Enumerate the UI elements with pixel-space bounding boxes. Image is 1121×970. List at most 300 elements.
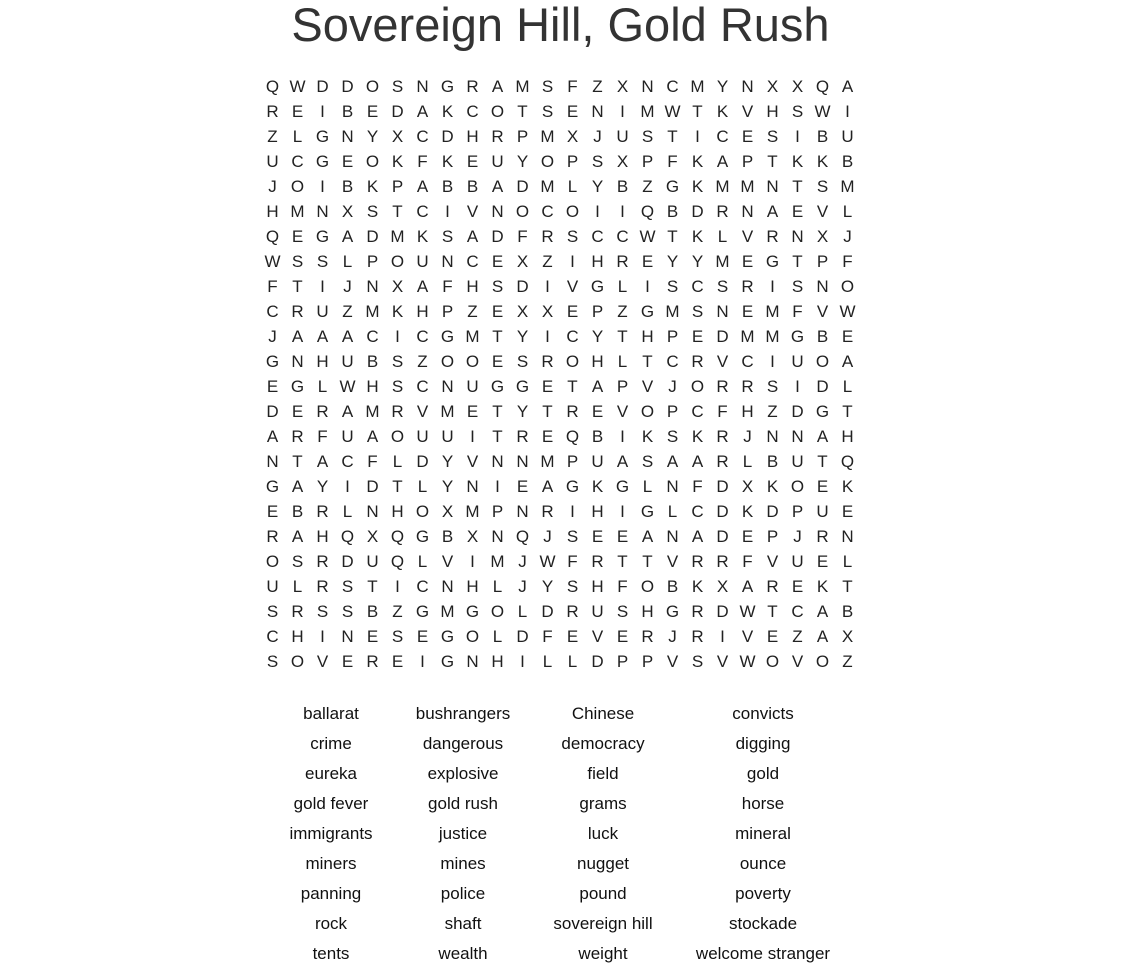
grid-letter[interactable]: G — [440, 77, 455, 96]
grid-letter[interactable]: Q — [815, 77, 830, 96]
grid-letter[interactable]: B — [816, 127, 829, 146]
grid-letter[interactable]: G — [565, 477, 580, 496]
grid-letter[interactable]: I — [495, 477, 500, 496]
grid-letter[interactable]: V — [816, 302, 829, 321]
grid-letter[interactable]: R — [541, 502, 554, 521]
grid-letter[interactable]: T — [617, 552, 628, 571]
grid-letter[interactable]: H — [416, 302, 429, 321]
grid-letter[interactable]: Z — [392, 602, 403, 621]
grid-letter[interactable]: P — [666, 327, 679, 346]
grid-letter[interactable]: N — [441, 577, 454, 596]
grid-letter[interactable]: N — [266, 452, 279, 471]
grid-letter[interactable]: D — [516, 277, 529, 296]
grid-letter[interactable]: T — [392, 477, 403, 496]
grid-letter[interactable]: J — [793, 527, 802, 546]
grid-letter[interactable]: R — [741, 377, 754, 396]
grid-letter[interactable]: E — [591, 402, 604, 421]
grid-letter[interactable]: X — [716, 577, 729, 596]
grid-letter[interactable]: T — [492, 327, 503, 346]
grid-letter[interactable]: R — [691, 352, 704, 371]
grid-letter[interactable]: W — [839, 302, 856, 321]
grid-letter[interactable]: E — [291, 227, 304, 246]
grid-letter[interactable]: E — [541, 377, 554, 396]
grid-letter[interactable]: T — [642, 552, 653, 571]
grid-letter[interactable]: H — [641, 602, 654, 621]
grid-letter[interactable]: E — [841, 502, 854, 521]
grid-letter[interactable]: Z — [467, 302, 478, 321]
grid-letter[interactable]: D — [266, 402, 279, 421]
grid-letter[interactable]: P — [666, 402, 679, 421]
grid-letter[interactable]: R — [766, 577, 779, 596]
grid-letter[interactable]: W — [739, 652, 756, 671]
grid-letter[interactable]: A — [316, 327, 329, 346]
grid-letter[interactable]: R — [316, 552, 329, 571]
grid-letter[interactable]: X — [341, 202, 354, 221]
grid-letter[interactable]: N — [791, 427, 804, 446]
grid-letter[interactable]: Y — [441, 452, 454, 471]
grid-letter[interactable]: N — [816, 277, 829, 296]
grid-letter[interactable]: F — [717, 402, 728, 421]
grid-letter[interactable]: E — [841, 327, 854, 346]
grid-letter[interactable]: K — [591, 477, 604, 496]
grid-letter[interactable]: G — [815, 402, 830, 421]
grid-letter[interactable]: O — [815, 352, 830, 371]
grid-letter[interactable]: G — [640, 302, 655, 321]
grid-letter[interactable]: R — [716, 202, 729, 221]
grid-letter[interactable]: N — [441, 377, 454, 396]
grid-letter[interactable]: Y — [441, 477, 454, 496]
grid-letter[interactable]: N — [491, 202, 504, 221]
grid-letter[interactable]: K — [391, 152, 404, 171]
grid-letter[interactable]: H — [366, 377, 379, 396]
grid-letter[interactable]: F — [367, 452, 378, 471]
grid-letter[interactable]: B — [766, 452, 779, 471]
grid-letter[interactable]: L — [292, 127, 303, 146]
grid-letter[interactable]: X — [616, 77, 629, 96]
grid-letter[interactable]: C — [416, 377, 429, 396]
grid-letter[interactable]: O — [815, 652, 830, 671]
grid-letter[interactable]: T — [792, 177, 803, 196]
grid-letter[interactable]: R — [291, 602, 304, 621]
grid-letter[interactable]: X — [466, 527, 479, 546]
grid-letter[interactable]: W — [814, 102, 831, 121]
grid-letter[interactable]: N — [766, 427, 779, 446]
grid-letter[interactable]: O — [840, 277, 855, 296]
grid-letter[interactable]: L — [292, 577, 303, 596]
grid-letter[interactable]: C — [416, 202, 429, 221]
grid-letter[interactable]: L — [842, 377, 853, 396]
grid-letter[interactable]: S — [691, 652, 704, 671]
grid-letter[interactable]: K — [816, 577, 829, 596]
grid-letter[interactable]: Y — [366, 127, 379, 146]
grid-letter[interactable]: X — [516, 252, 529, 271]
grid-letter[interactable]: V — [816, 202, 829, 221]
grid-letter[interactable]: A — [666, 452, 679, 471]
grid-letter[interactable]: K — [691, 177, 704, 196]
grid-letter[interactable]: H — [766, 102, 779, 121]
grid-letter[interactable]: N — [841, 527, 854, 546]
grid-letter[interactable]: R — [366, 652, 379, 671]
grid-letter[interactable]: H — [591, 502, 604, 521]
grid-letter[interactable]: C — [416, 577, 429, 596]
grid-letter[interactable]: S — [341, 602, 354, 621]
grid-letter[interactable]: O — [365, 152, 380, 171]
grid-letter[interactable]: I — [320, 177, 325, 196]
grid-letter[interactable]: R — [316, 577, 329, 596]
grid-letter[interactable]: T — [667, 127, 678, 146]
grid-letter[interactable]: L — [642, 477, 653, 496]
grid-letter[interactable]: W — [539, 552, 556, 571]
grid-letter[interactable]: R — [391, 402, 404, 421]
grid-letter[interactable]: A — [366, 427, 379, 446]
grid-letter[interactable]: N — [366, 277, 379, 296]
grid-letter[interactable]: I — [570, 502, 575, 521]
grid-letter[interactable]: I — [445, 202, 450, 221]
grid-letter[interactable]: S — [616, 602, 629, 621]
grid-letter[interactable]: V — [791, 652, 804, 671]
grid-letter[interactable]: P — [766, 527, 779, 546]
grid-letter[interactable]: M — [840, 177, 855, 196]
grid-letter[interactable]: S — [691, 302, 704, 321]
grid-letter[interactable]: J — [543, 527, 552, 546]
grid-letter[interactable]: I — [545, 327, 550, 346]
grid-letter[interactable]: X — [366, 527, 379, 546]
grid-letter[interactable]: X — [791, 77, 804, 96]
grid-letter[interactable]: N — [441, 252, 454, 271]
grid-letter[interactable]: F — [792, 302, 803, 321]
grid-letter[interactable]: E — [616, 627, 629, 646]
grid-letter[interactable]: N — [466, 477, 479, 496]
grid-letter[interactable]: G — [590, 277, 605, 296]
grid-letter[interactable]: R — [591, 552, 604, 571]
grid-letter[interactable]: G — [415, 602, 430, 621]
grid-letter[interactable]: O — [415, 502, 430, 521]
grid-letter[interactable]: A — [291, 327, 304, 346]
grid-letter[interactable]: V — [741, 102, 754, 121]
grid-letter[interactable]: J — [343, 277, 352, 296]
grid-letter[interactable]: X — [741, 477, 754, 496]
grid-letter[interactable]: V — [466, 452, 479, 471]
grid-letter[interactable]: Z — [617, 302, 628, 321]
grid-letter[interactable]: H — [466, 277, 479, 296]
grid-letter[interactable]: T — [567, 377, 578, 396]
grid-letter[interactable]: O — [540, 152, 555, 171]
grid-letter[interactable]: K — [391, 302, 404, 321]
grid-letter[interactable]: G — [315, 127, 330, 146]
grid-letter[interactable]: S — [816, 177, 829, 196]
grid-letter[interactable]: R — [566, 602, 579, 621]
grid-letter[interactable]: C — [566, 327, 579, 346]
grid-letter[interactable]: H — [466, 577, 479, 596]
grid-letter[interactable]: R — [266, 102, 279, 121]
grid-letter[interactable]: O — [390, 427, 405, 446]
grid-letter[interactable]: E — [416, 627, 429, 646]
grid-letter[interactable]: Q — [840, 452, 855, 471]
grid-letter[interactable]: D — [366, 477, 379, 496]
grid-letter[interactable]: U — [341, 427, 354, 446]
grid-letter[interactable]: R — [716, 427, 729, 446]
grid-letter[interactable]: Z — [592, 77, 603, 96]
grid-letter[interactable]: D — [316, 77, 329, 96]
grid-letter[interactable]: K — [841, 477, 854, 496]
grid-letter[interactable]: E — [291, 402, 304, 421]
grid-letter[interactable]: S — [341, 577, 354, 596]
grid-letter[interactable]: Y — [316, 477, 329, 496]
grid-letter[interactable]: A — [316, 452, 329, 471]
grid-letter[interactable]: C — [591, 227, 604, 246]
grid-letter[interactable]: D — [541, 602, 554, 621]
grid-letter[interactable]: S — [666, 427, 679, 446]
grid-letter[interactable]: X — [566, 127, 579, 146]
grid-letter[interactable]: I — [320, 102, 325, 121]
grid-letter[interactable]: U — [591, 452, 604, 471]
grid-letter[interactable]: T — [617, 327, 628, 346]
grid-letter[interactable]: E — [491, 352, 504, 371]
grid-letter[interactable]: T — [767, 602, 778, 621]
grid-letter[interactable]: N — [516, 502, 529, 521]
grid-letter[interactable]: S — [266, 652, 279, 671]
grid-letter[interactable]: G — [465, 602, 480, 621]
grid-letter[interactable]: M — [540, 127, 555, 146]
grid-letter[interactable]: P — [441, 302, 454, 321]
grid-letter[interactable]: Z — [792, 627, 803, 646]
grid-letter[interactable]: Q — [390, 552, 405, 571]
grid-letter[interactable]: G — [665, 177, 680, 196]
grid-letter[interactable]: S — [566, 527, 579, 546]
grid-letter[interactable]: E — [816, 552, 829, 571]
grid-letter[interactable]: V — [766, 552, 779, 571]
grid-letter[interactable]: N — [716, 302, 729, 321]
grid-letter[interactable]: R — [616, 252, 629, 271]
grid-letter[interactable]: S — [391, 377, 404, 396]
grid-letter[interactable]: O — [515, 202, 530, 221]
grid-letter[interactable]: G — [440, 652, 455, 671]
grid-letter[interactable]: E — [616, 527, 629, 546]
grid-letter[interactable]: H — [291, 627, 304, 646]
grid-letter[interactable]: J — [843, 227, 852, 246]
grid-letter[interactable]: S — [541, 77, 554, 96]
grid-letter[interactable]: I — [545, 277, 550, 296]
grid-letter[interactable]: I — [470, 552, 475, 571]
grid-letter[interactable]: K — [716, 102, 729, 121]
grid-letter[interactable]: Z — [642, 177, 653, 196]
grid-letter[interactable]: I — [320, 277, 325, 296]
grid-letter[interactable]: E — [566, 102, 579, 121]
grid-letter[interactable]: O — [490, 602, 505, 621]
grid-letter[interactable]: V — [741, 227, 754, 246]
grid-letter[interactable]: S — [766, 377, 779, 396]
grid-letter[interactable]: E — [491, 252, 504, 271]
grid-letter[interactable]: L — [342, 252, 353, 271]
grid-letter[interactable]: T — [492, 427, 503, 446]
grid-letter[interactable]: D — [416, 452, 429, 471]
grid-letter[interactable]: I — [595, 202, 600, 221]
grid-letter[interactable]: I — [795, 127, 800, 146]
grid-letter[interactable]: A — [816, 427, 829, 446]
grid-letter[interactable]: H — [391, 502, 404, 521]
grid-letter[interactable]: D — [491, 227, 504, 246]
grid-letter[interactable]: B — [441, 177, 454, 196]
grid-letter[interactable]: B — [291, 502, 304, 521]
grid-letter[interactable]: Y — [716, 77, 729, 96]
grid-letter[interactable]: X — [616, 152, 629, 171]
grid-letter[interactable]: T — [792, 252, 803, 271]
grid-letter[interactable]: M — [540, 177, 555, 196]
grid-letter[interactable]: D — [716, 327, 729, 346]
grid-letter[interactable]: O — [640, 402, 655, 421]
grid-letter[interactable]: F — [567, 552, 578, 571]
grid-letter[interactable]: C — [741, 352, 754, 371]
grid-letter[interactable]: N — [466, 652, 479, 671]
grid-letter[interactable]: D — [816, 377, 829, 396]
grid-letter[interactable]: E — [491, 302, 504, 321]
grid-letter[interactable]: G — [265, 477, 280, 496]
grid-letter[interactable]: O — [465, 352, 480, 371]
grid-letter[interactable]: C — [341, 452, 354, 471]
grid-letter[interactable]: X — [441, 502, 454, 521]
grid-letter[interactable]: X — [391, 127, 404, 146]
grid-letter[interactable]: V — [716, 652, 729, 671]
grid-letter[interactable]: D — [591, 652, 604, 671]
grid-letter[interactable]: M — [465, 327, 480, 346]
grid-letter[interactable]: L — [542, 652, 553, 671]
grid-letter[interactable]: L — [567, 177, 578, 196]
grid-letter[interactable]: A — [491, 77, 504, 96]
grid-letter[interactable]: N — [641, 77, 654, 96]
grid-letter[interactable]: O — [365, 77, 380, 96]
grid-letter[interactable]: P — [391, 177, 404, 196]
grid-letter[interactable]: G — [515, 377, 530, 396]
grid-letter[interactable]: K — [441, 152, 454, 171]
grid-letter[interactable]: Q — [265, 77, 280, 96]
grid-letter[interactable]: A — [691, 452, 704, 471]
grid-letter[interactable]: I — [345, 477, 350, 496]
grid-letter[interactable]: B — [366, 602, 379, 621]
grid-letter[interactable]: Z — [842, 652, 853, 671]
grid-letter[interactable]: A — [691, 527, 704, 546]
grid-letter[interactable]: T — [842, 577, 853, 596]
grid-letter[interactable]: V — [466, 202, 479, 221]
grid-letter[interactable]: Q — [265, 227, 280, 246]
grid-letter[interactable]: O — [765, 652, 780, 671]
grid-letter[interactable]: E — [541, 427, 554, 446]
grid-letter[interactable]: K — [766, 477, 779, 496]
grid-letter[interactable]: G — [790, 327, 805, 346]
grid-letter[interactable]: A — [641, 527, 654, 546]
grid-letter[interactable]: A — [341, 402, 354, 421]
grid-letter[interactable]: J — [268, 177, 277, 196]
grid-letter[interactable]: K — [441, 102, 454, 121]
grid-letter[interactable]: U — [341, 352, 354, 371]
grid-letter[interactable]: N — [491, 527, 504, 546]
grid-letter[interactable]: E — [741, 127, 754, 146]
grid-letter[interactable]: S — [791, 277, 804, 296]
grid-letter[interactable]: A — [841, 77, 854, 96]
grid-letter[interactable]: M — [365, 402, 380, 421]
grid-letter[interactable]: M — [740, 177, 755, 196]
grid-letter[interactable]: O — [640, 577, 655, 596]
grid-letter[interactable]: D — [516, 177, 529, 196]
grid-letter[interactable]: V — [741, 627, 754, 646]
grid-letter[interactable]: N — [491, 452, 504, 471]
grid-letter[interactable]: E — [741, 302, 754, 321]
grid-letter[interactable]: P — [366, 252, 379, 271]
grid-letter[interactable]: K — [366, 177, 379, 196]
grid-letter[interactable]: I — [470, 427, 475, 446]
grid-letter[interactable]: C — [616, 227, 629, 246]
grid-letter[interactable]: D — [341, 552, 354, 571]
grid-letter[interactable]: B — [666, 577, 679, 596]
grid-letter[interactable]: Q — [340, 527, 355, 546]
grid-letter[interactable]: A — [416, 102, 429, 121]
grid-letter[interactable]: K — [691, 427, 704, 446]
grid-letter[interactable]: S — [391, 77, 404, 96]
grid-letter[interactable]: T — [392, 202, 403, 221]
grid-letter[interactable]: H — [591, 577, 604, 596]
grid-letter[interactable]: E — [566, 627, 579, 646]
grid-letter[interactable]: Y — [541, 577, 554, 596]
grid-letter[interactable]: G — [315, 152, 330, 171]
grid-letter[interactable]: I — [570, 252, 575, 271]
grid-letter[interactable]: R — [816, 527, 829, 546]
grid-letter[interactable]: L — [667, 502, 678, 521]
grid-letter[interactable]: D — [716, 502, 729, 521]
grid-letter[interactable]: M — [715, 177, 730, 196]
grid-letter[interactable]: U — [316, 302, 329, 321]
grid-letter[interactable]: N — [791, 227, 804, 246]
grid-letter[interactable]: A — [466, 227, 479, 246]
grid-letter[interactable]: T — [517, 102, 528, 121]
grid-letter[interactable]: O — [465, 627, 480, 646]
grid-letter[interactable]: S — [491, 277, 504, 296]
grid-letter[interactable]: E — [791, 577, 804, 596]
grid-letter[interactable]: O — [290, 177, 305, 196]
grid-letter[interactable]: M — [365, 302, 380, 321]
grid-letter[interactable]: H — [266, 202, 279, 221]
grid-letter[interactable]: T — [767, 152, 778, 171]
grid-letter[interactable]: V — [441, 552, 454, 571]
grid-letter[interactable]: I — [520, 652, 525, 671]
grid-letter[interactable]: A — [416, 277, 429, 296]
grid-letter[interactable]: B — [466, 177, 479, 196]
grid-letter[interactable]: I — [645, 277, 650, 296]
grid-letter[interactable]: I — [620, 102, 625, 121]
grid-letter[interactable]: P — [791, 502, 804, 521]
grid-letter[interactable]: Y — [591, 327, 604, 346]
grid-letter[interactable]: W — [739, 602, 756, 621]
grid-letter[interactable]: N — [341, 627, 354, 646]
grid-letter[interactable]: A — [841, 352, 854, 371]
grid-letter[interactable]: D — [341, 77, 354, 96]
grid-letter[interactable]: L — [842, 552, 853, 571]
grid-letter[interactable]: L — [742, 452, 753, 471]
grid-letter[interactable]: W — [289, 77, 306, 96]
grid-letter[interactable]: O — [565, 202, 580, 221]
grid-letter[interactable]: U — [441, 427, 454, 446]
grid-letter[interactable]: D — [366, 227, 379, 246]
grid-letter[interactable]: E — [391, 652, 404, 671]
grid-letter[interactable]: L — [717, 227, 728, 246]
grid-letter[interactable]: D — [716, 602, 729, 621]
grid-letter[interactable]: L — [417, 552, 428, 571]
grid-letter[interactable]: N — [366, 502, 379, 521]
grid-letter[interactable]: N — [766, 177, 779, 196]
grid-letter[interactable]: B — [616, 177, 629, 196]
grid-letter[interactable]: S — [291, 552, 304, 571]
grid-letter[interactable]: N — [741, 77, 754, 96]
grid-letter[interactable]: R — [291, 302, 304, 321]
grid-letter[interactable]: C — [291, 152, 304, 171]
